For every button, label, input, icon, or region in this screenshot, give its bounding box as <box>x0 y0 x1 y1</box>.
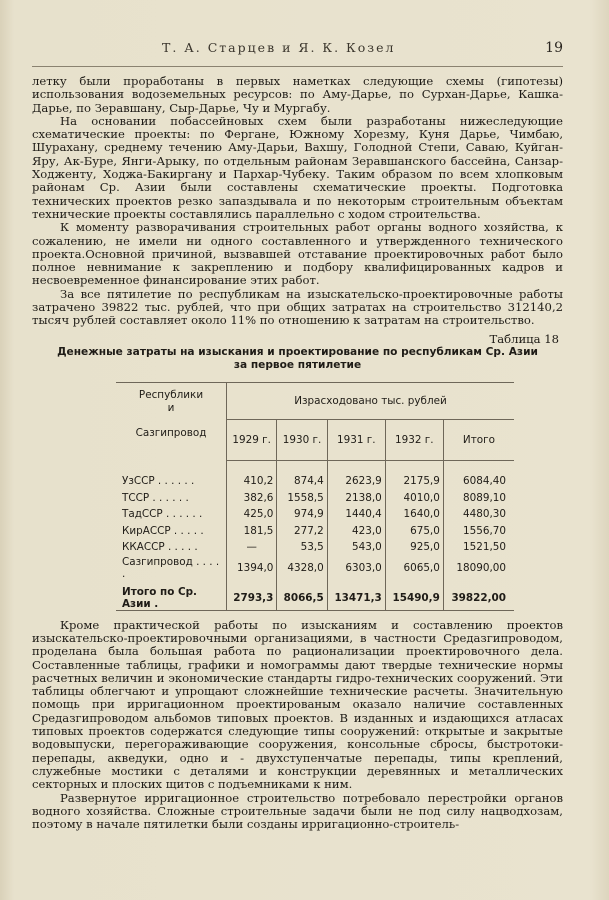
cell-total: 1556,70 <box>463 524 506 537</box>
col-header-year-1932: 1932 г. <box>385 419 443 460</box>
running-head <box>32 40 563 67</box>
row-name: УзССР . . . . . . <box>116 461 227 490</box>
paragraph-5: Кроме практической работы по изысканиям и составлению проектов изыскательско-проектировочными организациями, в частности Средазгипроводом, проделана была большая работа по рационализации проектировочного дела. Составленные таблицы, графики и номограммы дают твердые технические нормы расчетных величин и экономические стандарты гидро-технических сооружений. Эти таблицы облегчают и упрощают сложнейшие технические расчеты. Значительную помощь при ирригационном проектированым оказало наличие составленных Средазгипроводом альбомов типовых проектов. В изданных и издающихся атласах типовых проектов содержатся следующие типы сооружений: открытые и закрытые водовыпуски, перегораживающие сооружения, консольные сбросы, быстротоки-перепады, акведуки, одно и - двухступенчатые перепады, типы креплений, служебные мостики с деталями и конструкции деревянных и металлических секторных и плоских щитов с подъемниками к ним. <box>32 617 563 792</box>
cell: 543,0 <box>327 539 385 556</box>
col-header-year-1929: 1929 г. <box>227 419 277 460</box>
cell: — <box>227 539 277 556</box>
total-row-name: Итого по Ср. Азии . <box>116 580 227 611</box>
cell: 425,0 <box>227 506 277 523</box>
cell: 1640,0 <box>385 506 443 523</box>
running-title: Т. А. Старцев и Я. К. Козел <box>162 40 396 55</box>
table-title <box>32 346 563 372</box>
table-row <box>116 523 514 540</box>
cell: 8066,5 <box>277 580 327 611</box>
table-title-line-2: за первое пятилетие <box>233 358 362 371</box>
table-row <box>116 539 514 556</box>
col-header-spent: Израсходовано тыс. рублей <box>227 382 515 419</box>
row-name: ККАССР . . . . . <box>116 539 227 556</box>
paragraph-6: Развернутое ирригационное строительство потребовало перестройки органов водного хозяйства. Сложные строительные задачи были не под силу нацводхозам, поэтому в начале пятилетки были созданы ирригационно-строитель- <box>32 790 563 832</box>
row-name: ТССР . . . . . . <box>116 490 227 507</box>
cell-total: 39822,00 <box>451 591 506 604</box>
cell: 925,0 <box>385 539 443 556</box>
cell: 277,2 <box>277 523 327 540</box>
cell-total: 4480,30 <box>463 508 506 521</box>
col-header-republic-l2: и <box>167 401 175 414</box>
cell: 1440,4 <box>327 506 385 523</box>
table-number: Таблица 18 <box>489 331 559 346</box>
paragraph-3: К моменту разворачивания строительных работ органы водного хозяйства, к сожалению, не имели ни одного составленного и утвержденного технического проекта.Основной причиной, вызвавшей отставание проектировочных работ было полное невнимание к закреплению и подбору квалифицированных кадров и несвоевременное финансирование этих работ. <box>32 220 563 288</box>
cell-total: 1521,50 <box>463 541 506 554</box>
col-header-total: Итого <box>443 419 514 460</box>
paragraph-2: На основании побассейновых схем были разработаны нижеследующие схематические проекты: по Фергане, Южному Хорезму, Куня Дарье, Чимбаю, Шурахану, среднему течению Аму-Дарьи, Вахшу, Голодной Степи, Саваю, Куйган-Яру, Ак-Буре, Янги-Арыку, по отдельным районам Зеравшанского бассейна, Санзар-Ходженту, Ходжа-Бакиргану и Пархар-Чубеку. Таким образом по всем хлопковым районам Ср. Азии были составлены схематические проекты. Подготовка технических проектов резко запаздывала и по некоторым строительным объектам технические проекты составлялись параллельно с ходом строительства. <box>32 113 563 221</box>
table-row <box>116 461 514 490</box>
cell: 2623,9 <box>327 461 385 490</box>
col-header-republic <box>116 382 227 461</box>
col-header-year-1930: 1930 г. <box>277 419 327 460</box>
paragraph-1: летку были проработаны в первых наметках следующие схемы (гипотезы) использования водоземельных ресурсов: по Аму-Дарье, по Сурхан-Дарье, Кашка-Дарье, по Зеравшану, Сыр-Дарье, Чу и Мургабу. <box>32 74 563 115</box>
cell: 6303,0 <box>327 556 385 580</box>
page-number: 19 <box>545 40 563 56</box>
cell: 874,4 <box>277 461 327 490</box>
row-name: КирАССР . . . . . <box>116 523 227 540</box>
cell-total: 18090,00 <box>456 561 506 574</box>
cell: 4010,0 <box>385 490 443 507</box>
cell: 13471,3 <box>327 580 385 611</box>
cell: 410,2 <box>227 461 277 490</box>
cell: 181,5 <box>227 523 277 540</box>
cell-total: 6084,40 <box>463 475 506 488</box>
cell: 974,9 <box>277 506 327 523</box>
cell: 1394,0 <box>227 556 277 580</box>
cell: 4328,0 <box>277 556 327 580</box>
col-header-republic-l1: Республики <box>138 388 204 401</box>
row-name: Сазгипровод . . . . . <box>116 556 227 580</box>
cell: 423,0 <box>327 523 385 540</box>
cell: 15490,9 <box>385 580 443 611</box>
cell: 2175,9 <box>385 461 443 490</box>
cell: 2793,3 <box>227 580 277 611</box>
paragraph-4: За все пятилетие по республикам на изыскательско-проектировочные работы затрачено 39822 тыс. рублей, что при общих затратах на строительство 312140,2 тысяч рублей составляет около 11% по отношению к затратам на строительство. <box>32 286 563 328</box>
cell: 675,0 <box>385 523 443 540</box>
costs-table <box>116 382 514 611</box>
cell: 6065,0 <box>385 556 443 580</box>
col-header-republic-l3: Сазгипровод <box>135 426 207 439</box>
cell-total: 8089,10 <box>463 491 506 504</box>
col-header-year-1931: 1931 г. <box>327 419 385 460</box>
table-row <box>116 490 514 507</box>
table-title-line-1: Денежные затраты на изыскания и проектирование по республикам Ср. Азии <box>57 345 538 358</box>
cell: 53,5 <box>277 539 327 556</box>
cell: 2138,0 <box>327 490 385 507</box>
table-total-row <box>116 580 514 611</box>
table-row <box>116 556 514 580</box>
table-row <box>116 506 514 523</box>
cell: 1558,5 <box>277 490 327 507</box>
cell: 382,6 <box>227 490 277 507</box>
row-name: ТадССР . . . . . . <box>116 506 227 523</box>
